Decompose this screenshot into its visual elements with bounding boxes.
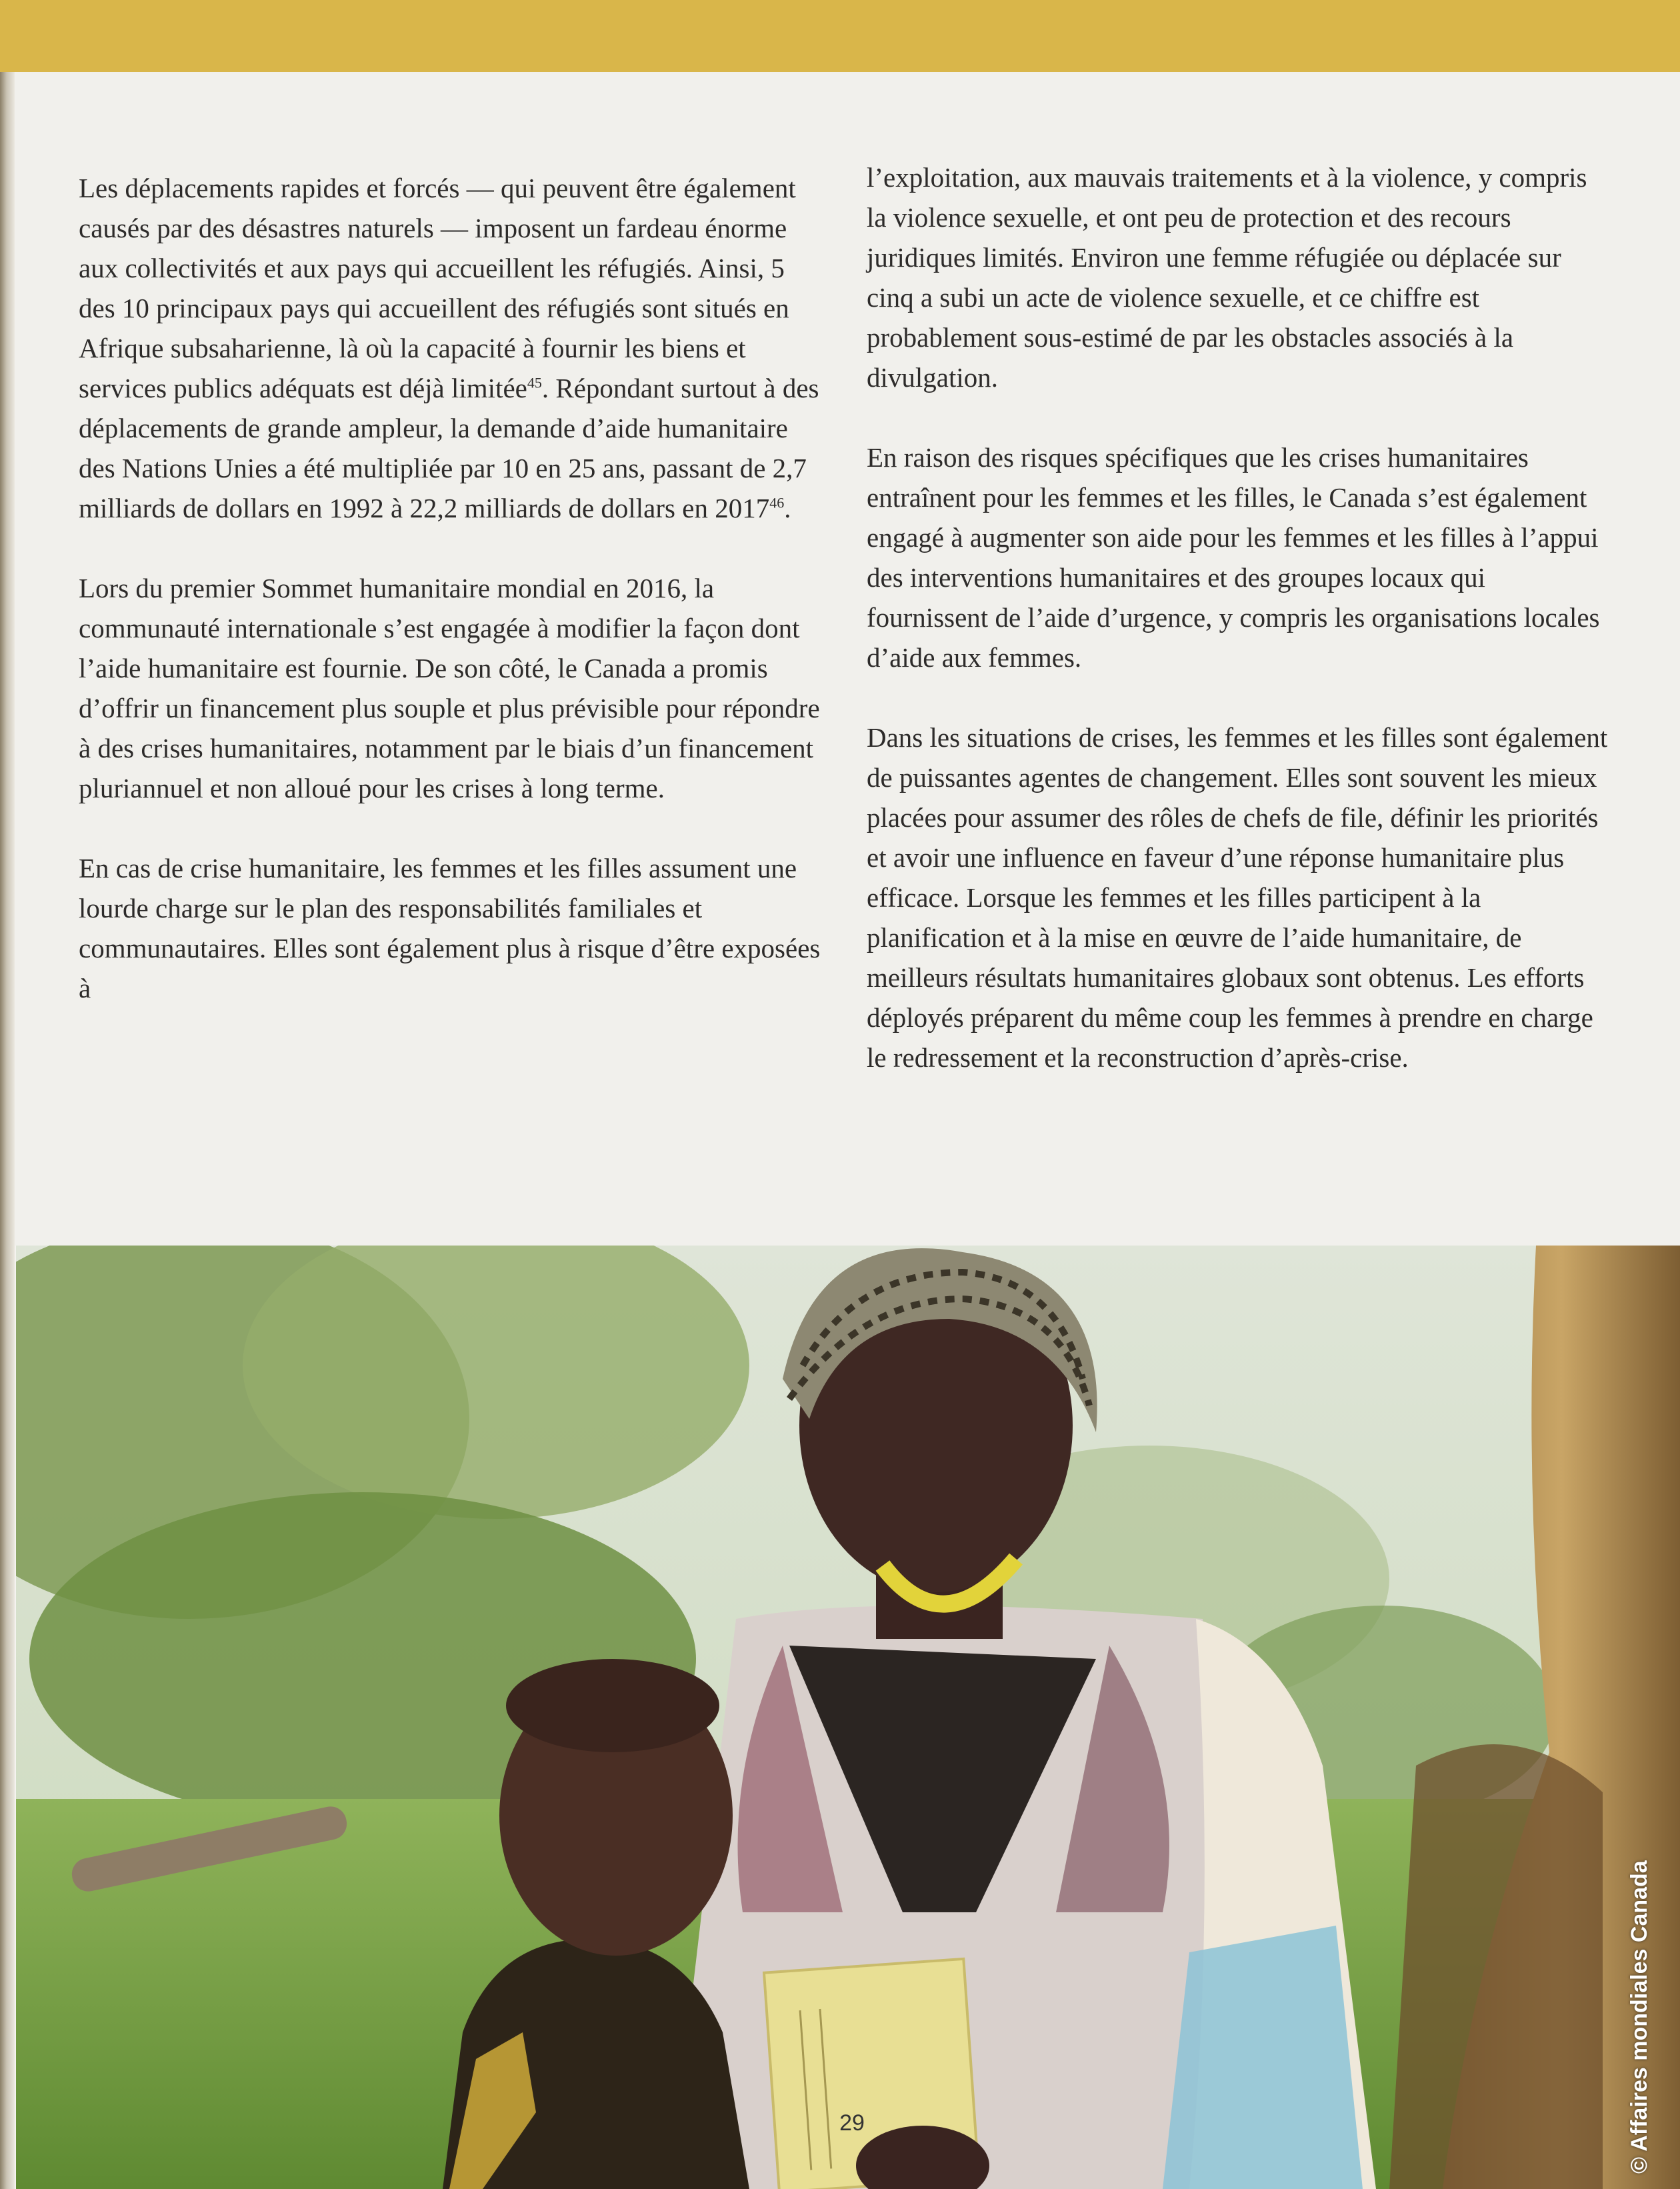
left-text-column bbox=[79, 168, 825, 1048]
paragraph-exploitation: l’exploitation, aux mauvais traitements et à la violence, y compris la violence sexuelle, et ont peu de protection et des recours juridiques limités. Environ une femme réfugiée ou déplacée sur cinq a subi un acte de violence sexuelle, et ce chiffre est probablement sous-estimé de par les obstacles associés à la divulgation. bbox=[867, 162, 1587, 393]
paragraph-crisis-burden: En cas de crise humanitaire, les femmes et les filles assument une lourde charge sur le plan des responsabilités familiales et communautaires. Elles sont également plus à risque d’être exposées à bbox=[79, 853, 821, 1003]
paragraph-text: Les déplacements rapides et forcés — qui peuvent être également causés par des désastres naturels — imposent un fardeau énorme aux collectivités et aux pays qui accueillent les réfugiés. Ainsi, 5 des 10 principaux pays qui accueillent des réfugiés sont situés en Afrique subsaharienne, là où la capacité à fournir les biens et services publics adéquats est déjà limitée bbox=[79, 173, 796, 403]
right-text-column bbox=[867, 157, 1613, 1118]
photo-illustration bbox=[16, 1246, 1680, 2189]
paragraph-agents-of-change: Dans les situations de crises, les femmes et les filles sont également de puissantes agentes de changement. Elles sont souvent les mieux placées pour assumer des rôles de chefs de file, définir les priorités et avoir une influence en faveur d’une réponse humanitaire plus efficace. Lorsque les femmes et les filles participent à la planification et à la mise en œuvre de l’aide humanitaire, de meilleurs résultats humanitaires globaux sont obtenus. Les efforts déployés préparent du même coup les femmes à prendre en charge le redressement et la reconstruction d’après-crise. bbox=[867, 722, 1608, 1073]
paragraph-canada-commitment: En raison des risques spécifiques que les crises humanitaires entraînent pour les femmes et les filles, le Canada s’est également engagé à augmenter son aide pour les femmes et les filles à l’appui des interventions humanitaires et des groupes locaux qui fournissent de l’aide d’urgence, y compris les organisations locales d’aide aux femmes. bbox=[867, 442, 1600, 673]
paragraph-text: . Répondant surtout à des déplacements de grande ampleur, la demande d’aide humanitaire des Nations Unies a été multipliée par 10 en 25 ans, passant de 2,7 milliards de dollars en 1992 à 22,2 milliards de dollars en 2017 bbox=[79, 373, 819, 523]
paragraph-summit: Lors du premier Sommet humanitaire mondial en 2016, la communauté internationale s’est engagée à modifier la façon dont l’aide humanitaire est fournie. De son côté, le Canada a promis d’offrir un financement plus souple et plus prévisible pour répondre à des crises humanitaires, notamment par le biais d’un financement pluriannuel et non alloué pour les crises à long terme. bbox=[79, 573, 820, 803]
page-number: 29 bbox=[839, 2110, 865, 2136]
paragraph-text: . bbox=[784, 493, 791, 523]
yellow-header-band bbox=[0, 0, 1680, 72]
photo-credit: © Affaires mondiales Canada bbox=[1627, 1860, 1652, 2174]
footnote-ref-46: 46 bbox=[769, 494, 785, 511]
page-fold-shadow bbox=[0, 0, 15, 2189]
photo-mother-and-child bbox=[16, 1246, 1680, 2189]
paragraph-displacement bbox=[79, 168, 825, 528]
footnote-ref-45: 45 bbox=[527, 374, 542, 391]
